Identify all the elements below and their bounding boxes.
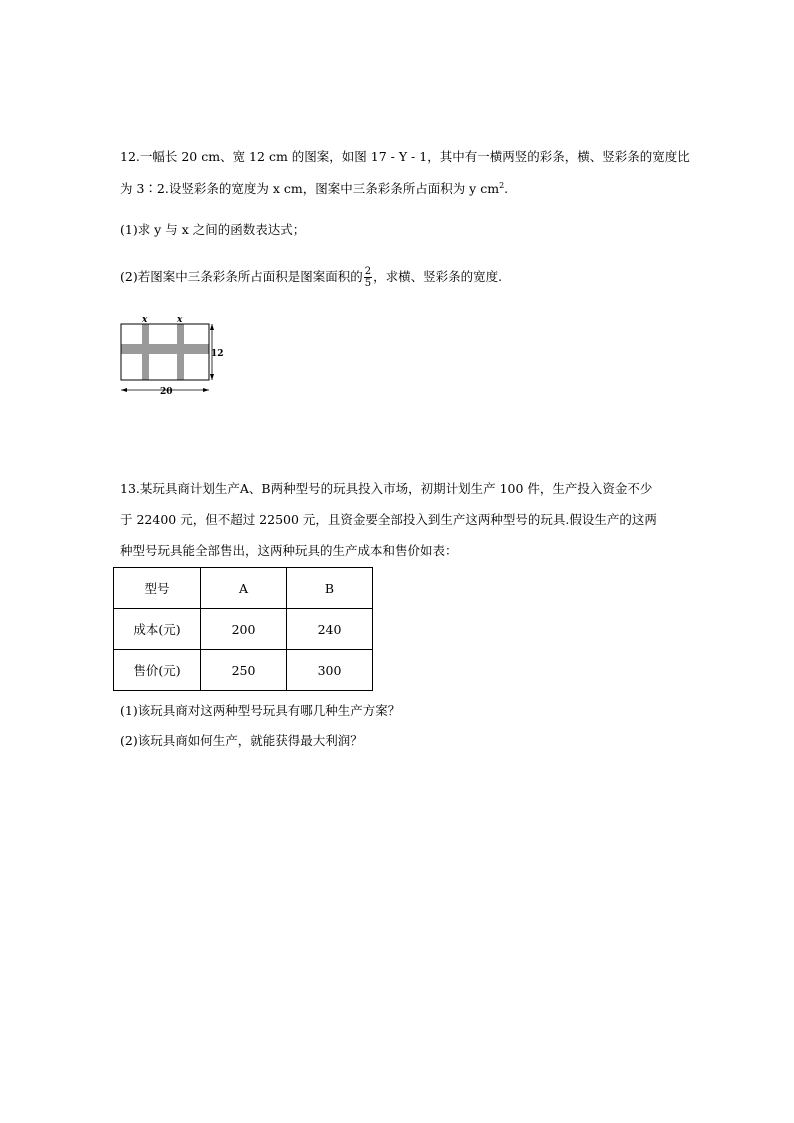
q12-line-1: 12.一幅长 20 cm、宽 12 cm 的图案，如图 17 - Y - 1，其中有一横两竖的彩条，横、竖彩条的宽度比 <box>120 149 690 164</box>
fraction-denominator: 5 <box>364 278 372 289</box>
width-arrow-right <box>203 388 209 392</box>
q12-part-2-end: ，求横、竖彩条的宽度. <box>373 269 503 284</box>
q13-line-3: 种型号玩具能全部售出，这两种玩具的生产成本和售价如表： <box>120 543 458 558</box>
table-cell: 240 <box>287 609 373 650</box>
table-header-cell: B <box>287 568 373 609</box>
width-label: 20 <box>160 387 173 397</box>
table-header-row <box>114 568 373 609</box>
stripe-width-label-right: x <box>177 315 183 325</box>
q12-line-2-end: . <box>504 181 509 197</box>
table-header-cell: 型号 <box>114 568 201 609</box>
q13-line-2: 于 22400 元，但不超过 22500 元，且资金要全部投入到生产这两种型号的玩具.假设生产的这两 <box>120 512 657 527</box>
price-table <box>113 567 373 691</box>
q13-part-2: (2)该玩具商如何生产，就能获得最大利润？ <box>120 733 363 748</box>
vertical-stripe-right <box>177 324 184 380</box>
fraction <box>364 266 372 289</box>
striped-pattern-figure <box>112 312 227 400</box>
q13-line-1: 13.某玩具商计划生产A、B两种型号的玩具投入市场，初期计划生产 100 件，生产投入资金不少 <box>120 481 653 496</box>
height-label: 12 <box>211 349 224 359</box>
q12-line-2 <box>120 178 508 197</box>
table-header-cell: A <box>201 568 287 609</box>
table-cell: 200 <box>201 609 287 650</box>
width-arrow-left <box>121 388 127 392</box>
q12-part-2 <box>120 266 502 289</box>
table-cell: 300 <box>287 650 373 691</box>
fraction-numerator: 2 <box>364 266 372 277</box>
height-arrow-bottom <box>210 374 214 380</box>
horizontal-stripe <box>121 344 209 354</box>
stripe-width-label-left: x <box>142 315 148 325</box>
q12-part-1: (1)求 y 与 x 之间的函数表达式； <box>120 222 306 237</box>
q12-unit-superscript: 2 <box>499 181 505 190</box>
table-cell: 250 <box>201 650 287 691</box>
height-arrow-top <box>210 324 214 330</box>
table-cell: 成本(元) <box>114 609 201 650</box>
q12-line-2-text: 为 3∶2.设竖彩条的宽度为 x cm，图案中三条彩条所占面积为 y cm <box>120 181 500 197</box>
q13-part-1: (1)该玩具商对这两种型号玩具有哪几种生产方案？ <box>120 703 401 718</box>
table-cell: 售价(元) <box>114 650 201 691</box>
table-row <box>114 650 373 691</box>
table-row <box>114 609 373 650</box>
vertical-stripe-left <box>142 324 149 380</box>
q12-part-2-text: (2)若图案中三条彩条所占面积是图案面积的 <box>120 269 363 284</box>
